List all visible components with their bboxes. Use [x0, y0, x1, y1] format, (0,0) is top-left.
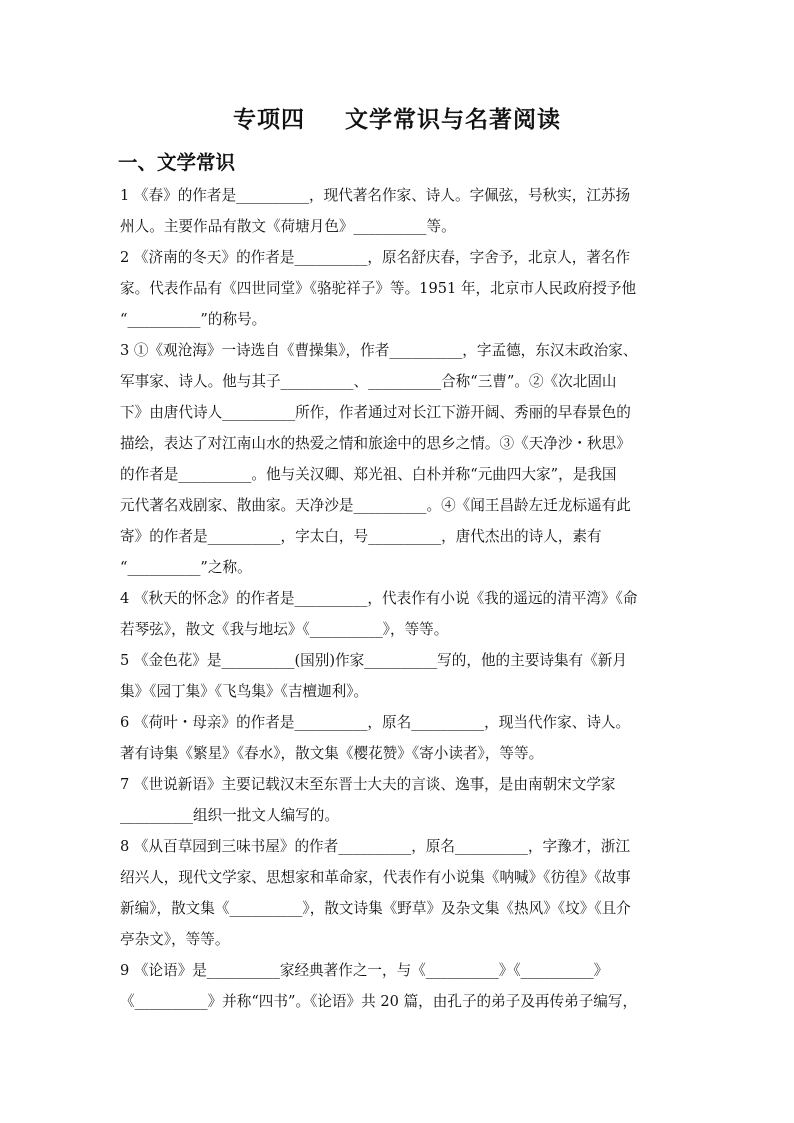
text-line: 著有诗集《繁星》《春水》，散文集《樱花赞》《寄小读者》，等等。 — [120, 745, 544, 762]
text-line: “__________”的称号。 — [120, 311, 267, 328]
text-line: 6 《荷叶・母亲》的作者是__________，原名__________，现当代作家、诗人。 — [120, 714, 631, 731]
text-line: 家。代表作品有《四世同堂》《骆驼祥子》等。1951 年，北京市人民政府授予他 — [120, 280, 637, 297]
title-part-1: 专项四 — [233, 107, 305, 133]
text-line: 元代著名戏剧家、散曲家。天净沙是__________。④《闻王昌龄左迁龙标遥有此 — [120, 497, 631, 514]
text-line: 1 《春》的作者是__________，现代著名作家、诗人。字佩弦，号秋实，江苏扬 — [120, 187, 631, 204]
text-line: 下》由唐代诗人__________所作，作者通过对长江下游开阔、秀丽的早春景色的 — [120, 404, 631, 421]
text-line: 描绘，表达了对江南山水的热爱之情和旅途中的思乡之情。③《天净沙・秋思》 — [120, 435, 631, 452]
text-line: 9 《论语》是__________家经典著作之一，与《__________》《__________》 — [120, 962, 609, 979]
text-line: 寄》的作者是__________，字太白，号__________，唐代杰出的诗人，素有 — [120, 528, 602, 545]
title-part-2: 文学常识与名著阅读 — [345, 107, 561, 133]
text-line: 的作者是__________。他与关汉卿、郑光祖、白朴并称“元曲四大家”，是我国 — [120, 466, 617, 483]
text-line: 新编》，散文集《__________》，散文诗集《野草》及杂文集《热风》《坟》《且介 — [120, 900, 631, 917]
text-line: 4 《秋天的怀念》的作者是__________，代表作有小说《我的遥远的清平湾》《命 — [120, 590, 638, 607]
text-line: 若琴弦》，散文《我与地坛》《__________》，等等。 — [120, 621, 449, 638]
text-line: 《__________》并称“四书”。《论语》共 20 篇，由孔子的弟子及再传弟子编写， — [120, 993, 638, 1010]
text-line: 亭杂文》，等等。 — [120, 931, 230, 948]
text-line: __________组织一批文人编写的。 — [120, 807, 339, 824]
text-line: 集》《园丁集》《飞鸟集》《吉檀迦利》。 — [120, 683, 369, 700]
section-heading: 一、文学常识 — [118, 151, 236, 174]
text-line: 绍兴人，现代文学家、思想家和革命家，代表作有小说集《呐喊》《彷徨》《故事 — [120, 869, 631, 886]
text-line: 2 《济南的冬天》的作者是__________，原名舒庆春，字舍予，北京人，著名作 — [120, 249, 631, 266]
document-body — [120, 180, 680, 1017]
text-line: 8 《从百草园到三味书屋》的作者__________，原名__________，字豫才，浙江 — [120, 838, 631, 855]
text-line: 5 《金色花》是__________(国别)作家__________写的，他的主要诗集有《新月 — [120, 652, 627, 669]
text-line: 州人。主要作品有散文《荷塘月色》__________等。 — [120, 218, 456, 235]
page-title — [0, 101, 794, 134]
text-line: 3 ①《观沧海》一诗选自《曹操集》，作者__________，字孟德，东汉末政治家、 — [120, 342, 638, 359]
text-line: 7 《世说新语》主要记载汉末至东晋士大夫的言谈、逸事，是由南朝宋文学家 — [120, 776, 616, 793]
text-line: 军事家、诗人。他与其子__________、__________合称“三曹”。②《次北固山 — [120, 373, 617, 390]
text-line: “__________”之称。 — [120, 559, 252, 576]
